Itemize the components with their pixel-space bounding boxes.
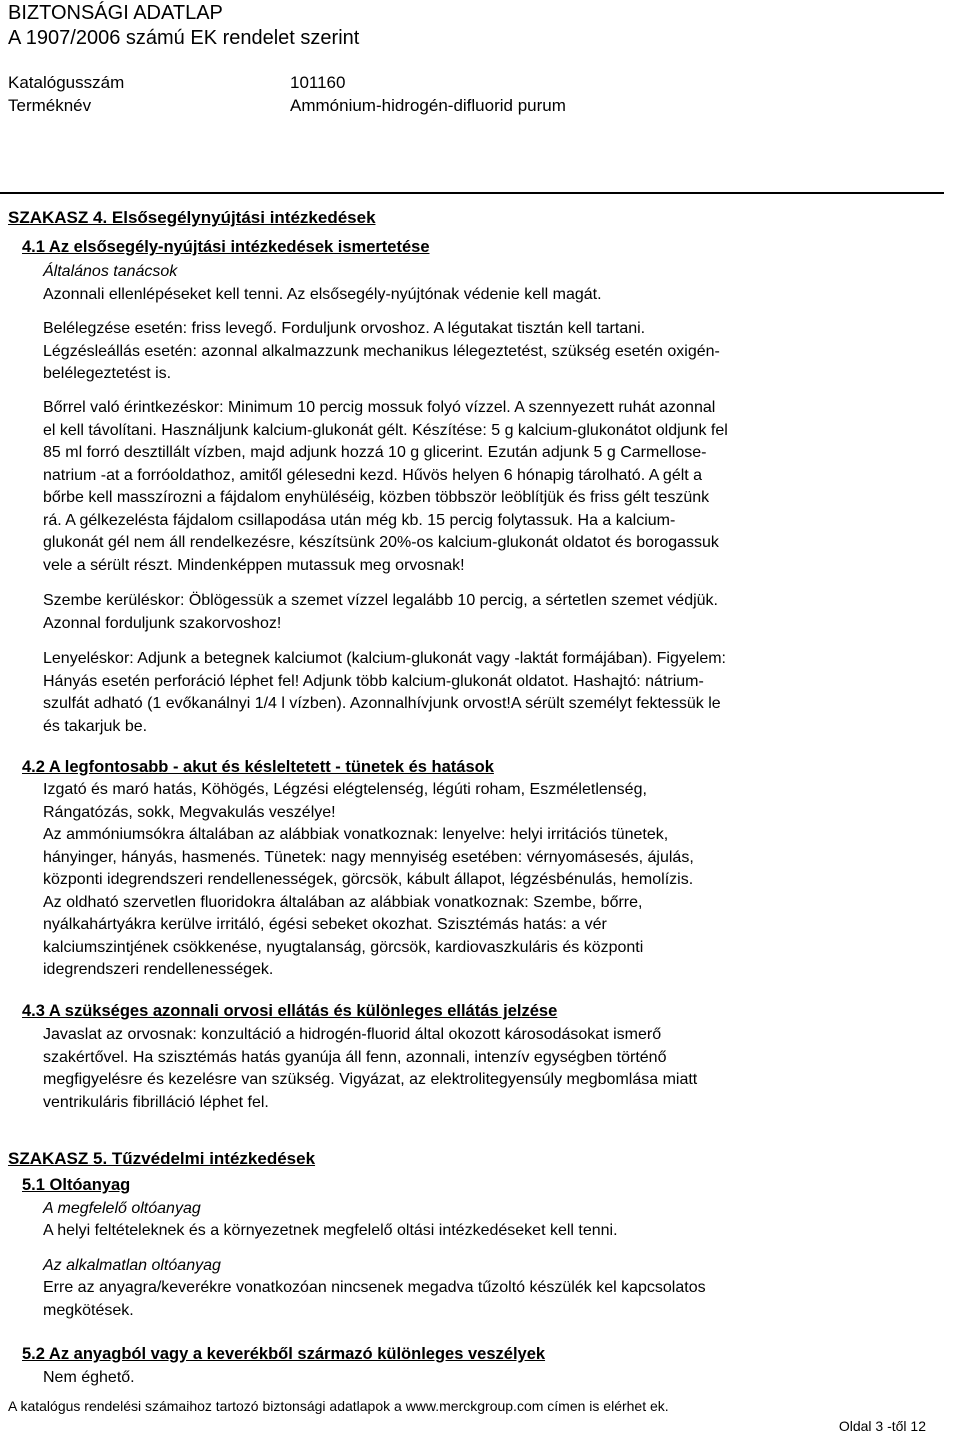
symptoms-line: Az ammóniumsókra általában az alábbiak vonatkoznak: lenyelve: helyi irritációs tünetek,: [43, 826, 669, 843]
section-5-2-heading: 5.2 Az anyagból vagy a keverékből származó különleges veszélyek: [22, 1345, 546, 1363]
symptoms-line: központi idegrendszeri rendellenességek, görcsök, kábult állapot, légzésbénulás, hemolízis.: [43, 871, 694, 888]
symptoms-line: Izgató és maró hatás, Köhögés, Légzési elégtelenség, légúti roham, Eszméletlenség,: [43, 781, 647, 798]
inhalation-line: belélegeztetést is.: [43, 365, 172, 382]
section-5-heading: SZAKASZ 5. Tűzvédelmi intézkedések: [8, 1149, 316, 1168]
symptoms-line: idegrendszeri rendellenességek.: [43, 961, 274, 978]
ingestion-line: és takarjuk be.: [43, 717, 148, 735]
section-5-1-heading: 5.1 Oltóanyag: [22, 1176, 131, 1194]
page-number: Oldal 3 -től 12: [838, 1418, 926, 1434]
eye-contact-paragraph: [43, 590, 718, 635]
symptoms-line: kalciumszintjének csökkenése, nyugtalanság, görcsök, kardiovaszkuláris és központi: [43, 938, 644, 956]
unsuitable-media-label: Az alkalmatlan oltóanyag: [43, 1257, 221, 1274]
regulation-subtitle: A 1907/2006 számú EK rendelet szerint: [8, 27, 360, 49]
header-divider: [0, 192, 944, 194]
ingestion-line: szulfát adható (1 evőkanálnyi 1/4 l vízben). Azonnalhívjunk orvost!A sérült személyt fektessük le: [43, 695, 721, 712]
section-4-heading: SZAKASZ 4. Elsősegélynyújtási intézkedések: [8, 208, 376, 227]
medical-line: megfigyelésre és kezelésre van szükség. Vigyázat, az elektrolitegyensúly megbomlása miatt: [43, 1071, 698, 1088]
product-name-label: Terméknév: [8, 96, 92, 115]
symptoms-line: hányinger, hányás, hasmenés. Tünetek: nagy mennyiség esetében: vérnyomásesés, ájulás,: [43, 848, 694, 866]
general-advice-label: Általános tanácsok: [43, 263, 178, 280]
unsuitable-line: Erre az anyagra/keverékre vonatkozóan nincsenek megadva tűzoltó készülék kel kapcsolatos: [43, 1279, 706, 1296]
suitable-media-text: A helyi feltételeknek és a környezetnek megfelelő oltási intézkedéseket kell tenni.: [43, 1222, 618, 1239]
suitable-media-label: A megfelelő oltóanyag: [43, 1200, 201, 1217]
skin-contact-paragraph: [43, 397, 728, 577]
section-4-2-heading: 4.2 A legfontosabb - akut és késleltetett - tünetek és hatások: [22, 758, 494, 776]
skin-line: el kell távolítani. Használjunk kalcium-glukonát gélt. Készítése: 5 g kalcium-glukonátot oldjunk fel: [43, 421, 728, 439]
medical-line: szakértővel. Ha szisztémás hatás gyanúja áll fenn, azonnali, intenzív egységben történő: [43, 1048, 667, 1066]
document-title: BIZTONSÁGI ADATLAP: [8, 2, 223, 24]
skin-line: vele a sérült részt. Mindenképpen mutassuk meg orvosnak!: [43, 556, 465, 574]
section-4-1-heading: 4.1 Az elsősegély-nyújtási intézkedések ismertetése: [22, 238, 430, 256]
inhalation-line: Belélegzése esetén: friss levegő. Forduljunk orvoshoz. A légutakat tisztán kell tartani.: [43, 320, 646, 337]
symptoms-line: nyálkahártyákra kerülve irritáló, égési sebeket okozhat. Szisztémás hatás: a vér: [43, 916, 607, 933]
inhalation-line: Légzésleállás esetén: azonnal alkalmazzunk mechanikus lélegeztetést, szükség esetén oxigén-: [43, 342, 720, 360]
medical-line: Javaslat az orvosnak: konzultáció a hidrogén-fluorid által okozott károsodásokat ismerő: [43, 1026, 662, 1043]
product-name-value: Ammónium-hidrogén-difluorid purum: [290, 96, 566, 115]
skin-line: natrium -at a forróoldathoz, amitől gélesedni kezd. Hűvös helyen 6 hónapig tárolható. A gélt a: [43, 466, 703, 484]
catalog-number-label: Katalógusszám: [8, 73, 125, 92]
symptoms-line: Rángatózás, sokk, Megvakulás veszélye!: [43, 803, 336, 821]
inhalation-paragraph: [43, 318, 720, 386]
ingestion-paragraph: [43, 648, 726, 738]
section-4-3-heading: 4.3 A szükséges azonnali orvosi ellátás és különleges ellátás jelzése: [22, 1002, 558, 1020]
general-advice-text: Azonnali ellenlépéseket kell tenni. Az elsősegély-nyújtónak védenie kell magát.: [43, 286, 602, 303]
medical-line: ventrikuláris fibrilláció léphet fel.: [43, 1093, 269, 1111]
skin-line: glukonát gél nem áll rendelkezésre, készítsünk 20%-os kalcium-glukonát oldatot és borogassuk: [43, 534, 719, 551]
unsuitable-media-paragraph: [43, 1277, 706, 1322]
symptoms-line: Az oldható szervetlen fluoridokra általában az alábbiak vonatkoznak: Szembe, bőrre,: [43, 893, 643, 911]
skin-line: rá. A gélkezelésta fájdalom csillapodása után még kb. 15 percig folytassuk. Ha a kalcium-: [43, 511, 676, 529]
eye-line: Azonnal forduljunk szakorvoshoz!: [43, 614, 282, 632]
ingestion-line: Lenyeléskor: Adjunk a betegnek kalciumot (kalcium-glukonát vagy -laktát formájában). Figyelem:: [43, 650, 726, 667]
catalog-number-value: 101160: [290, 73, 346, 92]
symptoms-paragraph: [43, 779, 694, 982]
unsuitable-line: megkötések.: [43, 1301, 134, 1319]
eye-line: Szembe kerüléskor: Öblögessük a szemet vízzel legalább 10 percig, a sértetlen szemet védjük.: [43, 592, 718, 609]
medical-attention-paragraph: [43, 1024, 697, 1114]
footer-note: A katalógus rendelési számaihoz tartozó biztonsági adatlapok a www.merckgroup.com címen is elérhet ek.: [8, 1398, 669, 1414]
skin-line: bőrbe kell masszírozni a fájdalom enyhüléséig, közben többször leöblítjük és friss gélt teszünk: [43, 489, 710, 506]
skin-line: Bőrrel való érintkezéskor: Minimum 10 percig mossuk folyó vízzel. A szennyezett ruhát azonnal: [43, 399, 716, 416]
special-hazards-text: Nem éghető.: [43, 1369, 135, 1386]
ingestion-line: Hányás esetén perforáció léphet fel! Adjunk több kalcium-glukonát oldatot. Hashajtó: nátrium-: [43, 672, 704, 690]
skin-line: 85 ml forró desztillált vízben, majd adjunk hozzá 10 g glicerint. Ezután adjunk 5 g Carmellose-: [43, 444, 707, 461]
